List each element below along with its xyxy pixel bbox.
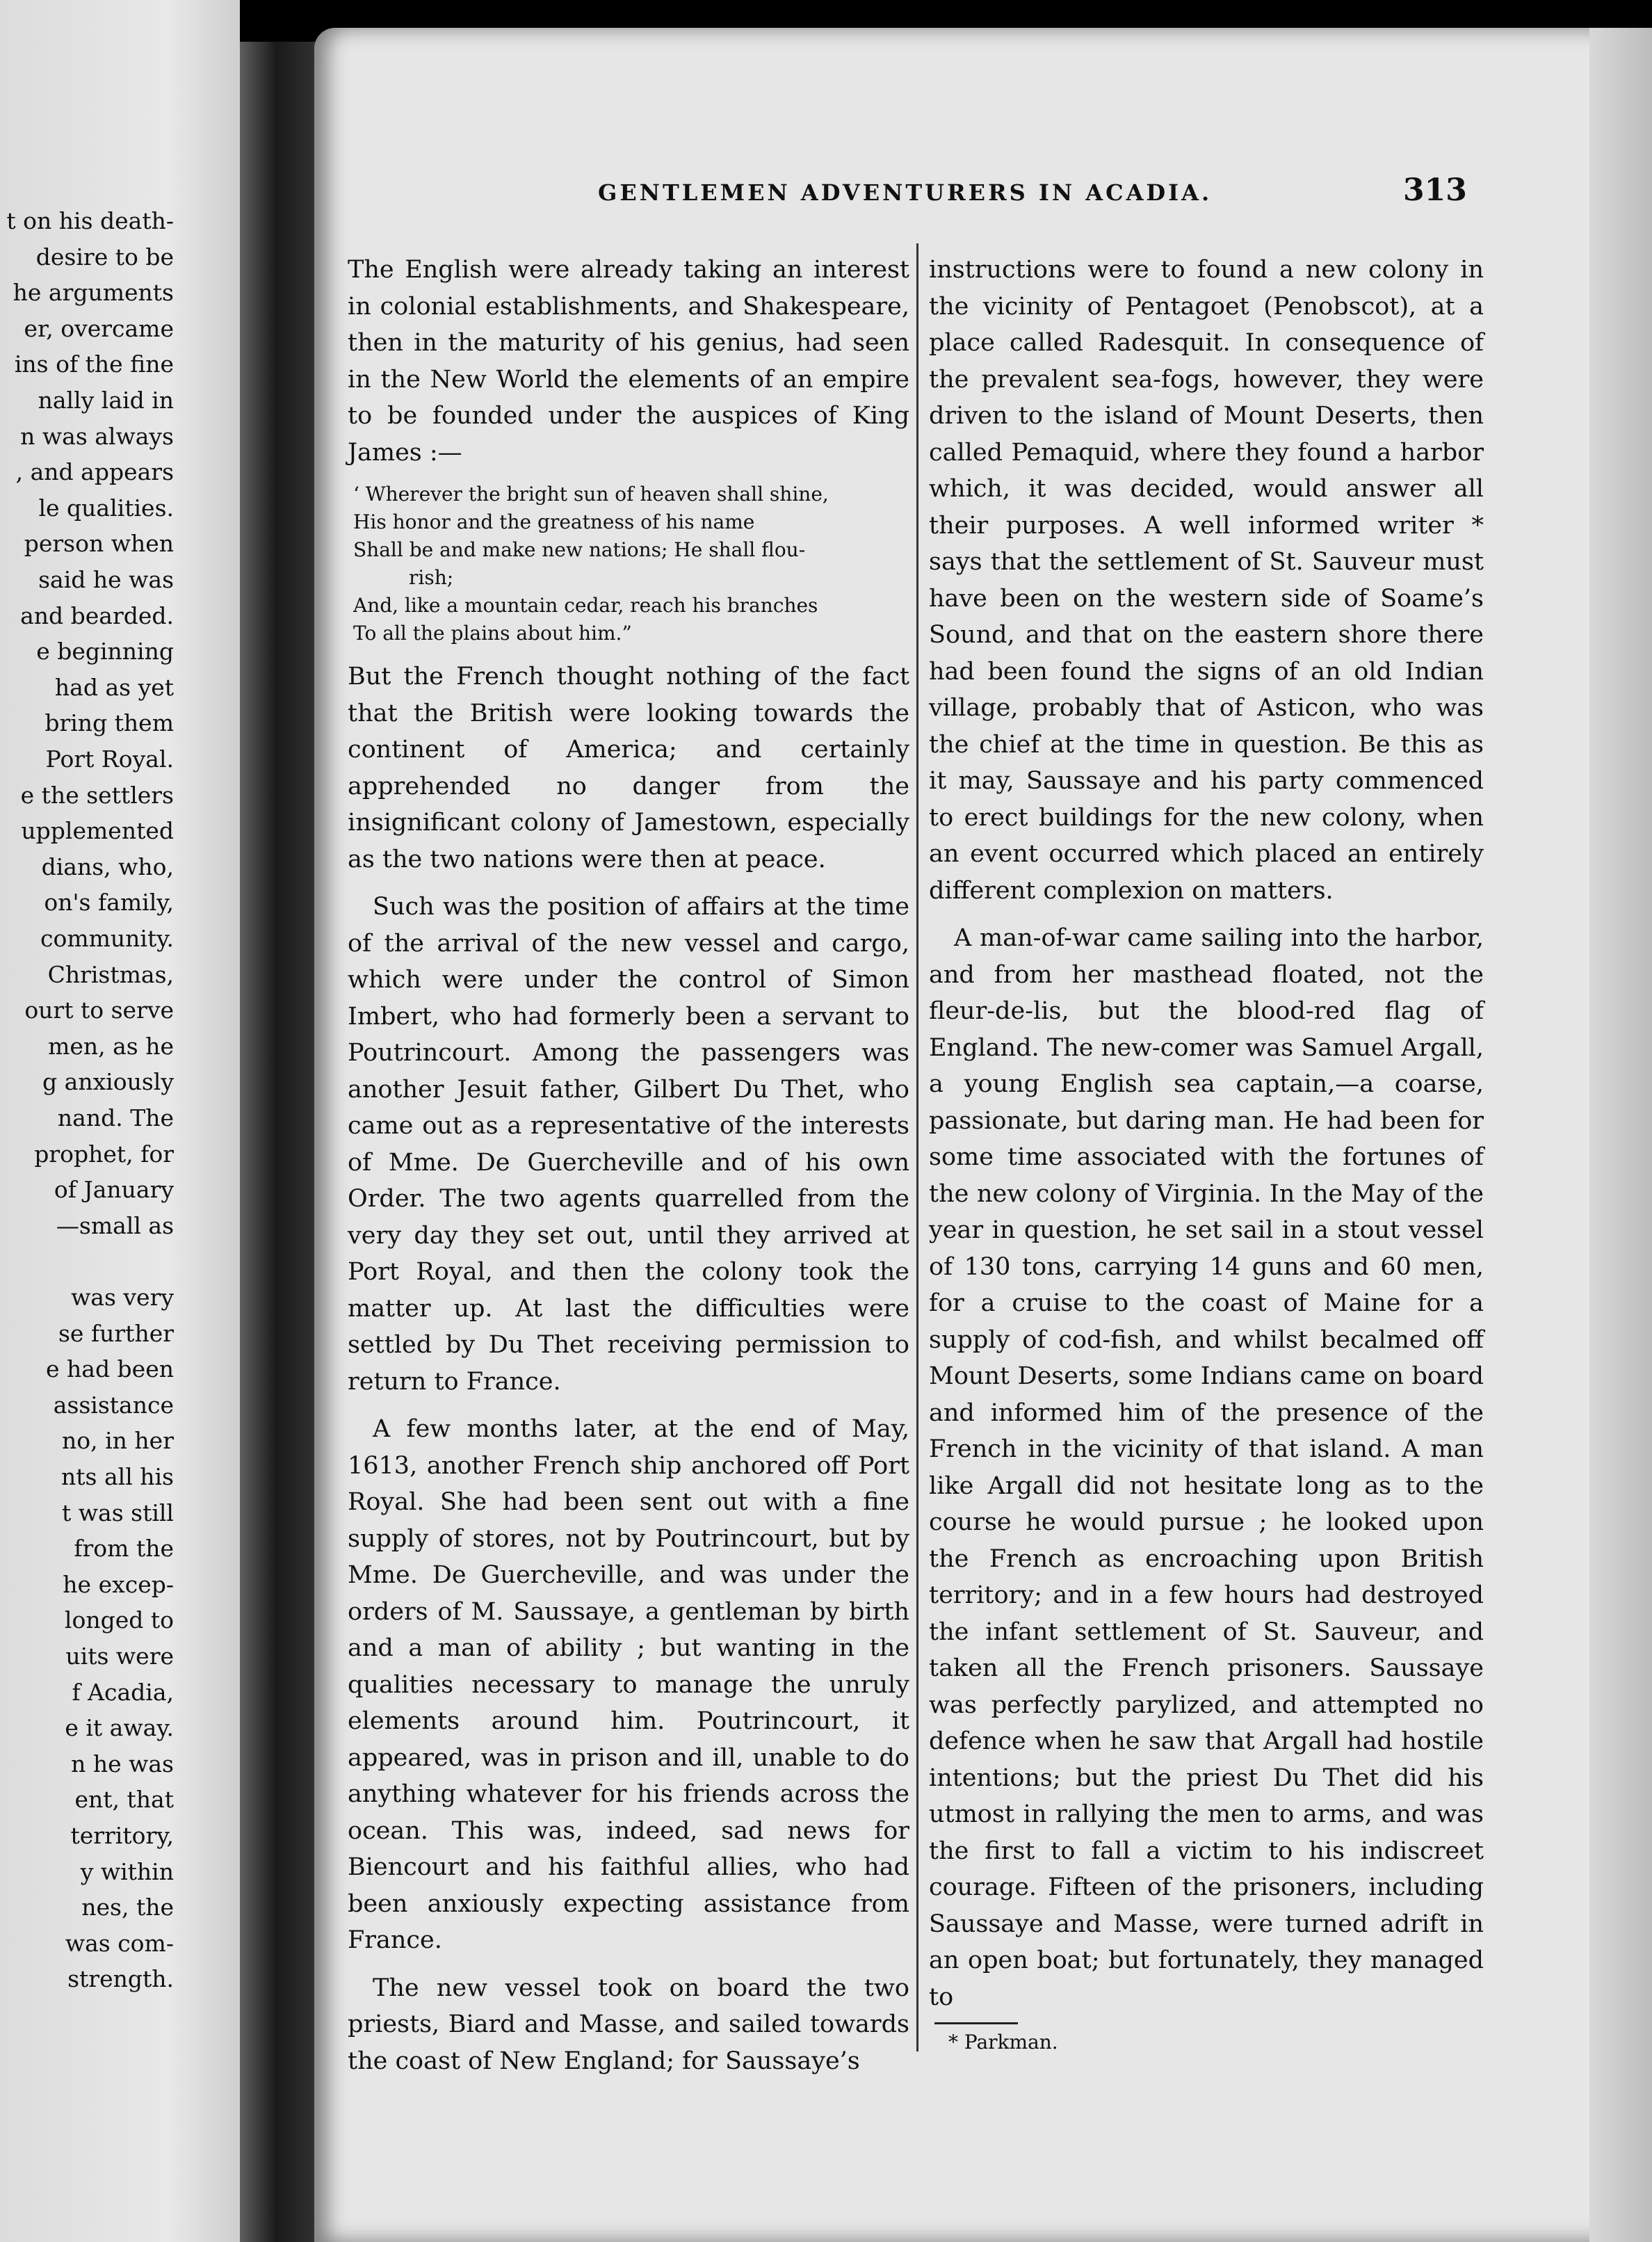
- column-divider: [916, 243, 918, 2051]
- left-page-line: nes, the: [81, 1894, 174, 1921]
- left-page-line: uits were: [65, 1643, 174, 1670]
- left-page-line: ent, that: [74, 1786, 174, 1814]
- left-page-line: person when: [24, 530, 174, 558]
- left-page-line: he excep-: [63, 1570, 174, 1598]
- left-page-line: er, overcame: [24, 314, 174, 342]
- left-page-line: e the settlers: [20, 781, 174, 809]
- left-page-line: n he was: [71, 1750, 174, 1777]
- page-number: 313: [1403, 172, 1467, 208]
- verse-line: His honor and the greatness of his name: [353, 510, 755, 533]
- left-page-line: Christmas,: [47, 960, 174, 988]
- left-page-line: nally laid in: [38, 387, 174, 414]
- left-page-line: prophet, for: [34, 1140, 174, 1168]
- left-page-line: dians, who,: [41, 853, 174, 880]
- left-page-line: ourt to serve: [24, 997, 174, 1024]
- left-page-line: longed to: [64, 1606, 174, 1634]
- left-page-line: was very: [71, 1284, 174, 1311]
- left-page-line: t on his death-: [6, 207, 174, 234]
- column-right: [929, 252, 1484, 2056]
- left-page-line: le qualities.: [38, 494, 174, 522]
- footnote-rule: [934, 2022, 1018, 2024]
- left-page-line: Port Royal.: [45, 745, 174, 773]
- left-page-line: n was always: [20, 422, 174, 450]
- paragraph: A man-of-war came sailing into the harbor, and from her masthead floated, not the fleur-de-lis, but the blood-red flag of England. The new-comer was Samuel Argall, a young English sea captain,—a coarse, passionate, but daring man. He had been for some time associated with the fortunes of the new colony of Virginia. In the May of the year in question, he set sail in a stout vessel of 130 tons, carrying 14 guns and 60 men, for a cruise to the coast of Maine for a supply of cod-fish, and whilst becalmed off Mount Deserts, some Indians came on board and informed him of the presence of the French in the vicinity of that island. A man like Argall did not hesitate long as to the course he would pursue ; he looked upon the French as encroaching upon British territory; and in a few hours had destroyed the infant settlement of St. Sauveur, and taken all the French prisoners. Saussaye was perfectly parylized, and attempted no defence when he saw that Argall had hostile intentions; but the priest Du Thet did his utmost in rallying the men to arms, and was the first to fall a victim to his indiscreet courage. Fifteen of the prisoners, including Saussaye and Masse, were turned adrift in an open boat; but fortunately, they managed to: [929, 924, 1484, 2011]
- left-page-line: y within: [80, 1857, 174, 1885]
- paragraph: The English were already taking an interest in colonial establishments, and Shakespeare, then in the maturity of his genius, had seen in the New World the elements of an empire to be founded under the auspices of King James :—: [348, 256, 909, 467]
- paragraph: A few months later, at the end of May, 1613, another French ship anchored off Port Royal. She had been sent out with a fine supply of stores, not by Poutrincourt, but by Mme. De Guercheville, and was under the orders of M. Saussaye, a gentleman by birth and a man of ability ; but wanting in the qualities necessary to manage the unruly elements around him. Poutrincourt, it appeared, was in prison and ill, unable to do anything whatever for his friends across the ocean. This was, indeed, sad news for Biencourt and his faithful allies, who had been anxiously expecting assistance from France.: [348, 1415, 909, 1954]
- left-page-line: he arguments: [13, 279, 174, 307]
- left-page-line: strength.: [67, 1965, 174, 1993]
- quoted-verse: [353, 481, 909, 647]
- left-page-line: g anxiously: [42, 1068, 174, 1096]
- left-page-line: f Acadia,: [72, 1678, 174, 1706]
- page-edge: [1589, 28, 1652, 2242]
- verse-line: Shall be and make new nations; He shall flou-: [353, 538, 806, 561]
- left-page-line: men, as he: [48, 1032, 174, 1060]
- left-page-line: e beginning: [36, 638, 174, 666]
- left-page-line: territory,: [70, 1822, 174, 1849]
- left-page-line: nand. The: [57, 1104, 174, 1131]
- left-page-line: community.: [40, 925, 174, 952]
- verse-line: ‘ Wherever the bright sun of heaven shall shine,: [353, 483, 829, 506]
- left-page-line: upplemented: [21, 817, 174, 845]
- left-page-line: desire to be: [35, 243, 174, 271]
- left-page-line: from the: [74, 1535, 174, 1563]
- left-page-line: e had been: [46, 1355, 174, 1383]
- left-page-line: said he was: [38, 566, 174, 593]
- left-page-line: ins of the fine: [14, 350, 174, 378]
- verse-line: And, like a mountain cedar, reach his branches: [353, 594, 818, 617]
- left-page-line: of January: [54, 1176, 174, 1204]
- left-page-line: and bearded.: [20, 602, 174, 629]
- left-page-line: bring them: [44, 709, 174, 737]
- verse-line: To all the plains about him.”: [353, 622, 632, 645]
- footnote: * Parkman.: [948, 2031, 1058, 2054]
- paragraph: Such was the position of affairs at the time of the arrival of the new vessel and cargo, which were under the control of Simon Imbert, who had formerly been a servant to Poutrincourt. Among the passengers was another Jesuit father, Gilbert Du Thet, who came out as a representative of the interests of Mme. De Guercheville and of his own Order. The two agents quarrelled from the very day they set out, until they arrived at Port Royal, and then the colony took the matter up. At last the difficulties were settled by Du Thet receiving permission to return to France.: [348, 893, 909, 1396]
- left-page-line: , and appears: [15, 458, 174, 486]
- left-page-line: e it away.: [65, 1714, 174, 1742]
- paragraph: The new vessel took on board the two priests, Biard and Masse, and sailed towards the coast of New England; for Saussaye’s: [348, 1974, 909, 2075]
- left-page-line: nts all his: [61, 1463, 174, 1490]
- left-page-line: t was still: [62, 1499, 174, 1526]
- left-page-line: had as yet: [54, 673, 174, 701]
- paragraph: instructions were to found a new colony in the vicinity of Pentagoet (Penobscot), at a place called Radesquit. In consequence of the prevalent sea-fogs, however, they were driven to the island of Mount Deserts, then called Pemaquid, where they found a harbor which, it was decided, would answer all their purposes. A well informed writer * says that the settlement of St. Sauveur must have been on the western side of Soame’s Sound, and that on the eastern shore there had been found the signs of an old Indian village, probably that of Asticon, who was the chief at the time in question. Be this as it may, Saussaye and his party commenced to erect buildings for the new colony, when an event occurred which placed an entirely different complexion on matters.: [929, 256, 1484, 905]
- left-page-line: on's family,: [44, 889, 174, 917]
- left-page-line: assistance: [53, 1391, 174, 1419]
- running-title: GENTLEMEN ADVENTURERS IN ACADIA.: [598, 179, 1213, 206]
- left-page-line: —small as: [56, 1211, 174, 1239]
- verse-line: rish;: [409, 566, 454, 589]
- left-page-line: se further: [58, 1319, 174, 1347]
- left-page: [0, 0, 240, 2242]
- left-page-line: no, in her: [62, 1427, 174, 1455]
- paragraph: But the French thought nothing of the fact that the British were looking towards the continent of America; and certainly apprehended no danger from the insignificant colony of Jamestown, especially as the two nations were then at peace.: [348, 663, 909, 873]
- left-page-line: was com-: [65, 1929, 174, 1957]
- column-left: [348, 252, 909, 2079]
